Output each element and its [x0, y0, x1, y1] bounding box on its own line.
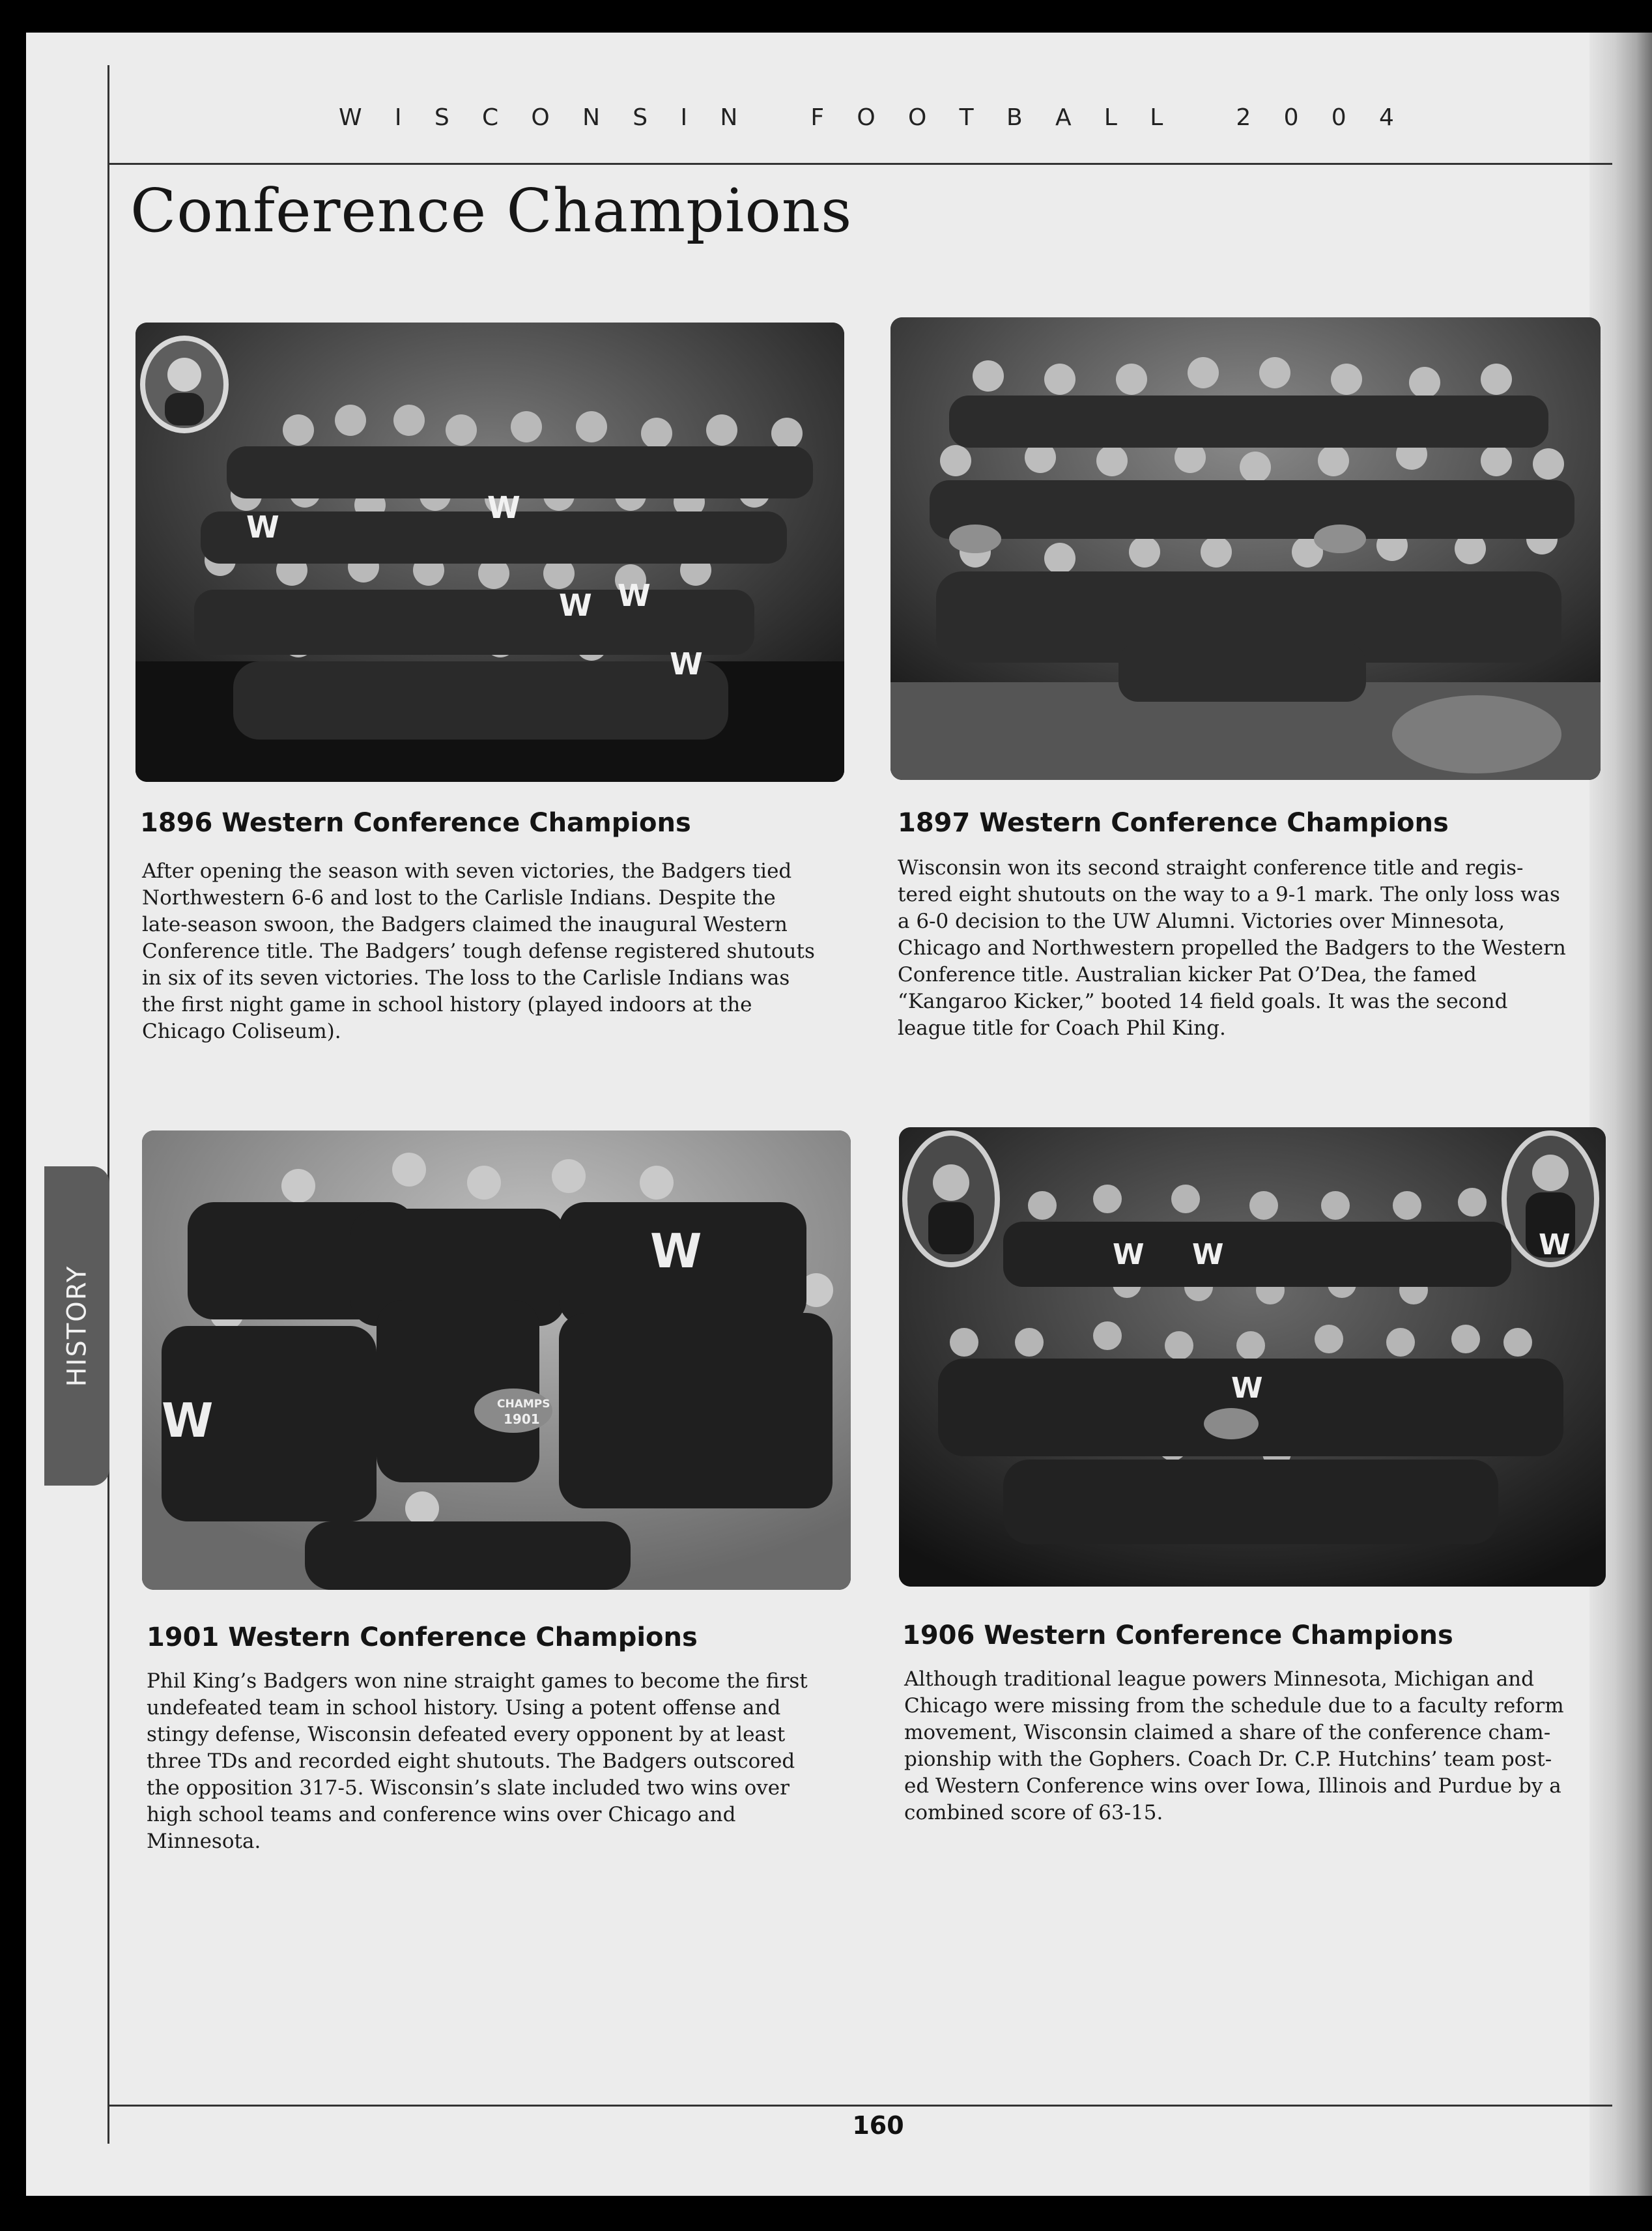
- jersey-letter: W: [670, 646, 703, 682]
- page-title: Conference Champions: [130, 176, 853, 246]
- team-photo-1897: [890, 317, 1601, 780]
- team-photo-1906: [899, 1127, 1606, 1587]
- ball-text-bottom: 1901: [504, 1411, 540, 1427]
- jersey-letter: W: [650, 1224, 702, 1278]
- jersey-letter: W: [487, 490, 520, 525]
- history-tab-label: HISTORY: [62, 1265, 93, 1387]
- team-photo-1897-art: [890, 317, 1601, 780]
- team-photo-1901-art: [142, 1130, 851, 1590]
- frame-rule-bottom: [107, 2105, 1612, 2107]
- jersey-letter: W: [1231, 1372, 1263, 1405]
- section-heading-1896: 1896 Western Conference Champions: [140, 808, 691, 838]
- team-photo-1896-art: [135, 323, 844, 782]
- team-photo-1906-art: [899, 1127, 1606, 1587]
- jersey-letter: W: [162, 1393, 214, 1448]
- history-tab: [44, 1166, 109, 1486]
- section-heading-1906: 1906 Western Conference Champions: [902, 1620, 1453, 1650]
- page-number: 160: [852, 2111, 904, 2140]
- jersey-letter: W: [559, 588, 592, 623]
- jersey-letter: W: [1539, 1228, 1571, 1261]
- ball-text-top: CHAMPS: [497, 1398, 550, 1411]
- frame-rule-left: [107, 65, 109, 2144]
- running-head: W I S C O N S I N F O O T B A L L 2 0 0 4: [339, 104, 1394, 131]
- section-body-1906: Although traditional league powers Minnesota, Michigan and Chicago were missing from the schedule due to a faculty reform movement, Wisconsin claimed a share of the conference cham- pionship with the Gophers. Coach Dr. C.P. Hutchins’ team post- ed Western Conference wins over Iowa, Illinois and Purdue by a combined score of 63-15.: [904, 1667, 1564, 1824]
- section-body-1897: Wisconsin won its second straight conference title and regis- tered eight shutouts on the way to a 9-1 mark. The only loss was a 6-0 decision to the UW Alumni. Victories over Minnesota, Chicago and Northwestern propelled the Badgers to the Western Conference title. Australian kicker Pat O’Dea, the famed “Kangaroo Kicker,” booted 14 field goals. It was the second league title for Coach Phil King.: [898, 856, 1566, 1040]
- team-photo-1896: [135, 323, 844, 782]
- jersey-letter: W: [1192, 1238, 1224, 1271]
- jersey-letter: W: [1113, 1238, 1145, 1271]
- section-heading-1901: 1901 Western Conference Champions: [147, 1622, 698, 1652]
- section-body-1901: Phil King’s Badgers won nine straight games to become the first undefeated team in school history. Using a potent offense and stingy defense, Wisconsin defeated every opponent by at least three TDs and recorded eight shutouts. The Badgers outscored the opposition 317-5. Wisconsin’s slate included two wins over high school teams and conference wins over Chicago and Minnesota.: [147, 1669, 808, 1853]
- team-photo-1901: [142, 1130, 851, 1590]
- section-body-1896: After opening the season with seven victories, the Badgers tied Northwestern 6-6 and lost to the Carlisle Indians. Despite the late-season swoon, the Badgers claimed the inaugural Western Conference title. The Badgers’ tough defense registered shutouts in six of its seven victories. The loss to the Carlisle Indians was the first night game in school history (played indoors at the Chicago Coliseum).: [142, 859, 815, 1043]
- jersey-letter: W: [618, 578, 651, 613]
- section-heading-1897: 1897 Western Conference Champions: [898, 808, 1449, 838]
- jersey-letter: W: [246, 510, 279, 545]
- frame-rule-top: [107, 163, 1612, 165]
